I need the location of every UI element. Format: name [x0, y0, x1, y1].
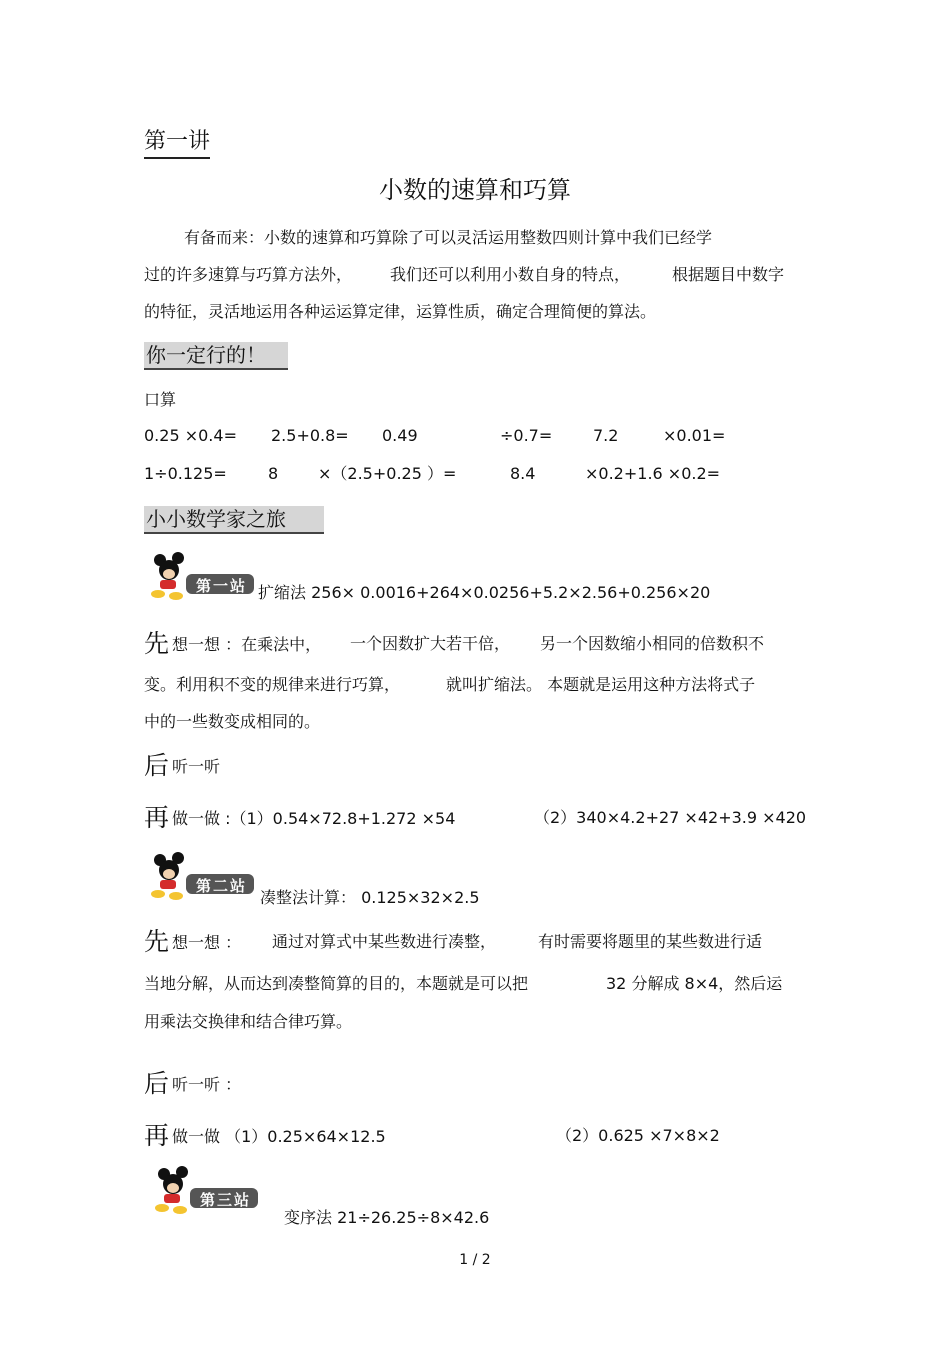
oral-item: ÷0.7= — [500, 426, 553, 445]
oral-item: ×0.01= — [663, 426, 726, 445]
do-text-2: （2）0.625 ×7×8×2 — [556, 1126, 720, 1145]
oral-item: 0.49 — [382, 426, 418, 445]
listen-line — [144, 1070, 241, 1098]
oral-item: 0.25 ×0.4= — [144, 426, 237, 445]
think-line-2b: 就叫扩缩法。 本题就是运用这种方法将式子 — [446, 675, 756, 694]
think-line-1c: 有时需要将题里的某些数进行适 — [538, 932, 763, 951]
station-problem: 扩缩法 256× 0.0016+264×0.0256+5.2×2.56+0.256×20 — [258, 583, 711, 602]
think-text: 想一想 ： — [172, 933, 242, 952]
oral-label: 口算 — [144, 390, 177, 409]
oral-item: 7.2 — [593, 426, 619, 445]
intro-line-3: 的特征，灵活地运用各种运运算定律，运算性质，确定合理简便的算法。 — [144, 302, 657, 321]
think-line-2a: 变。利用积不变的规律来进行巧算， — [144, 675, 401, 694]
oral-item: ×0.2+1.6 ×0.2= — [585, 464, 721, 483]
listen-text: 听一听 ： — [172, 1075, 242, 1094]
think-char: 先 — [144, 629, 170, 658]
think-line-3: 用乘法交换律和结合律巧算。 — [144, 1012, 353, 1031]
section-heading-journey — [144, 506, 324, 534]
do-line — [144, 1122, 386, 1150]
oral-item: 8.4 — [510, 464, 536, 483]
station-badge-1 — [146, 552, 258, 604]
intro-line-2b: 我们还可以利用小数自身的特点， — [390, 265, 631, 284]
listen-text: 听一听 — [172, 757, 221, 776]
think-line-1 — [144, 928, 241, 956]
station-badge-3 — [150, 1166, 262, 1218]
page-number: 1 / 2 — [459, 1252, 491, 1268]
do-text-2: （2）340×4.2+27 ×42+3.9 ×420 — [534, 808, 807, 827]
think-char: 先 — [144, 927, 170, 956]
think-line-1 — [144, 630, 321, 658]
think-line-3: 中的一些数变成相同的。 — [144, 712, 321, 731]
station-badge-label: 第三站 — [200, 1191, 252, 1209]
think-line-2b: 32 分解成 8×4，然后运 — [606, 974, 783, 993]
listen-char: 后 — [144, 1069, 170, 1098]
do-char: 再 — [144, 1121, 170, 1150]
intro-line-2a: 过的许多速算与巧算方法外， — [144, 265, 353, 284]
do-line — [144, 804, 455, 832]
do-text: 做一做 （1）0.25×64×12.5 — [172, 1127, 386, 1146]
section-heading-text: 你一定行的！ — [146, 343, 266, 367]
think-text: 想一想 ：在乘法中， — [172, 635, 322, 654]
oral-item: 2.5+0.8= — [271, 426, 349, 445]
section-heading-text: 小小数学家之旅 — [146, 507, 286, 531]
station-problem: 凑整法计算： 0.125×32×2.5 — [260, 888, 480, 907]
intro-line-1: 有备而来：小数的速算和巧算除了可以灵活运用整数四则计算中我们已经学 — [184, 228, 713, 247]
think-line-1b: 通过对算式中某些数进行凑整， — [272, 932, 497, 951]
think-line-2a: 当地分解，从而达到凑整简算的目的，本题就是可以把 — [144, 974, 529, 993]
station-badge-label: 第二站 — [196, 877, 248, 895]
think-line-1c: 另一个因数缩小相同的倍数积不 — [540, 634, 765, 653]
station-badge-2 — [146, 852, 258, 904]
oral-item: 8 — [268, 464, 279, 483]
intro-line-2c: 根据题目中数字 — [672, 265, 785, 284]
listen-char: 后 — [144, 751, 170, 780]
station-badge-label: 第一站 — [196, 577, 248, 595]
station-problem: 变序法 21÷26.25÷8×42.6 — [284, 1208, 490, 1227]
do-char: 再 — [144, 803, 170, 832]
oral-item: 1÷0.125= — [144, 464, 227, 483]
page-title: 小数的速算和巧算 — [379, 176, 571, 204]
lesson-label: 第一讲 — [144, 128, 210, 159]
do-text: 做一做 :（1）0.54×72.8+1.272 ×54 — [172, 809, 456, 828]
think-line-1b: 一个因数扩大若干倍， — [350, 634, 511, 653]
listen-line — [144, 752, 220, 780]
section-heading-you-can — [144, 342, 288, 370]
oral-item: ×（2.5+0.25 ）= — [318, 464, 457, 483]
